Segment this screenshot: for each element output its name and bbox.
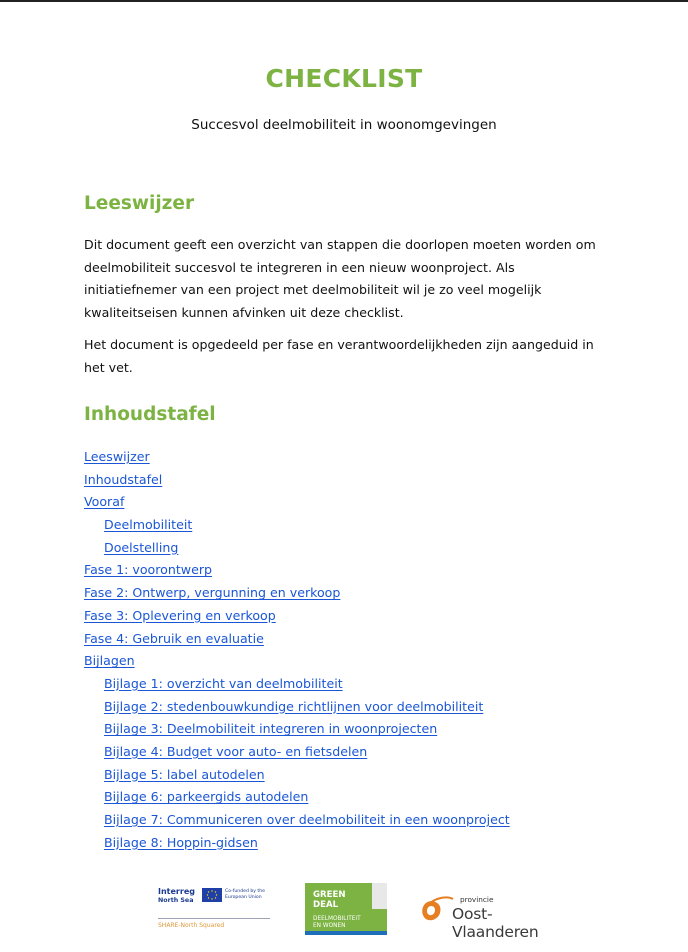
toc-item (84, 446, 510, 469)
toc-item (84, 786, 510, 809)
footer-logos (0, 880, 688, 940)
interreg-logo (158, 888, 270, 928)
provincie-name: Oost-Vlaanderen (452, 905, 539, 941)
provincie-oost-vlaanderen-logo (418, 893, 564, 941)
green-deal-logo (305, 883, 387, 935)
toc-item (84, 605, 510, 628)
toc-item (84, 809, 510, 832)
toc-link-fase-1[interactable]: Fase 1: voorontwerp (84, 562, 212, 578)
toc-item (84, 582, 510, 605)
toc-link-doelstelling[interactable]: Doelstelling (104, 539, 179, 555)
text-line: het vet. (84, 359, 133, 375)
toc-link-vooraf[interactable]: Vooraf (84, 494, 125, 510)
flanders-lion-icon (372, 883, 387, 909)
eu-cofunded-text: Co-funded by the European Union (225, 889, 265, 900)
interreg-name: Interreg (158, 887, 195, 896)
top-border (0, 0, 688, 2)
toc-link-bijlage-8[interactable]: Bijlage 8: Hoppin-gidsen (104, 834, 258, 850)
toc-link-bijlage-3[interactable]: Bijlage 3: Deelmobiliteit integreren in woonprojecten (104, 721, 438, 737)
toc-item (84, 537, 510, 560)
toc-link-fase-2[interactable]: Fase 2: Ontwerp, vergunning en verkoop (84, 585, 341, 601)
divider (158, 918, 270, 919)
text-line: kwaliteitseisen kunnen afvinken uit deze checklist. (84, 304, 404, 320)
toc-link-bijlage-2[interactable]: Bijlage 2: stedenbouwkundige richtlijnen voor deelmobiliteit (104, 698, 484, 714)
text-line: Het document is opgedeeld per fase en verantwoordelijkheden zijn aangeduid in (84, 337, 594, 352)
toc-link-deelmobiliteit[interactable]: Deelmobiliteit (104, 517, 193, 533)
leeswijzer-heading: Leeswijzer (84, 193, 195, 214)
toc-link-bijlagen[interactable]: Bijlagen (84, 653, 135, 669)
interreg-project: SHARE-North Squared (158, 922, 225, 929)
toc-link-inhoudstafel[interactable]: Inhoudstafel (84, 471, 163, 487)
toc-link-fase-4[interactable]: Fase 4: Gebruik en evaluatie (84, 630, 264, 646)
toc-link-bijlage-6[interactable]: Bijlage 6: parkeergids autodelen (104, 789, 309, 805)
document-title: CHECKLIST (265, 64, 423, 93)
toc-item (84, 741, 510, 764)
toc-item (84, 764, 510, 787)
toc-link-fase-3[interactable]: Fase 3: Oplevering en verkoop (84, 607, 276, 623)
toc-link-bijlage-7[interactable]: Bijlage 7: Communiceren over deelmobiliteit in een woonproject (104, 812, 510, 827)
text-line: deelmobiliteit succesvol te integreren in een nieuw woonproject. Als (84, 259, 515, 275)
toc-link-bijlage-1[interactable]: Bijlage 1: overzicht van deelmobiliteit (104, 675, 343, 691)
green-deal-subtitle: DEELMOBILITEIT EN WONEN (313, 916, 361, 929)
toc-item (84, 491, 510, 514)
toc-link-leeswijzer[interactable]: Leeswijzer (84, 449, 150, 464)
text-line: initiatiefnemer van een project met deelmobiliteit wil je zo veel mogelijk (84, 282, 542, 297)
inhoudstafel-heading: Inhoudstafel (84, 404, 216, 425)
interreg-region: North Sea (158, 897, 194, 904)
text-line: Dit document geeft een overzicht van stappen die doorlopen moeten worden om (84, 237, 596, 252)
green-deal-bar (305, 931, 387, 935)
green-deal-title: GREEN DEAL (313, 890, 346, 910)
toc-item (84, 696, 510, 719)
table-of-contents (84, 446, 510, 854)
toc-item (84, 514, 510, 537)
toc-item (84, 628, 510, 651)
leeswijzer-paragraph-1 (84, 234, 609, 324)
toc-item (84, 673, 510, 696)
toc-item (84, 718, 510, 741)
provincie-mark-icon (418, 893, 454, 925)
toc-link-bijlage-5[interactable]: Bijlage 5: label autodelen (104, 766, 265, 782)
toc-item (84, 650, 510, 673)
eu-flag-icon (202, 888, 222, 902)
toc-item (84, 469, 510, 492)
toc-item (84, 559, 510, 582)
document-subtitle: Succesvol deelmobiliteit in woonomgevingen (191, 117, 497, 133)
toc-item (84, 832, 510, 855)
leeswijzer-paragraph-2 (84, 334, 609, 379)
provincie-label: provincie (460, 895, 494, 904)
toc-link-bijlage-4[interactable]: Bijlage 4: Budget voor auto- en fietsdelen (104, 743, 368, 759)
